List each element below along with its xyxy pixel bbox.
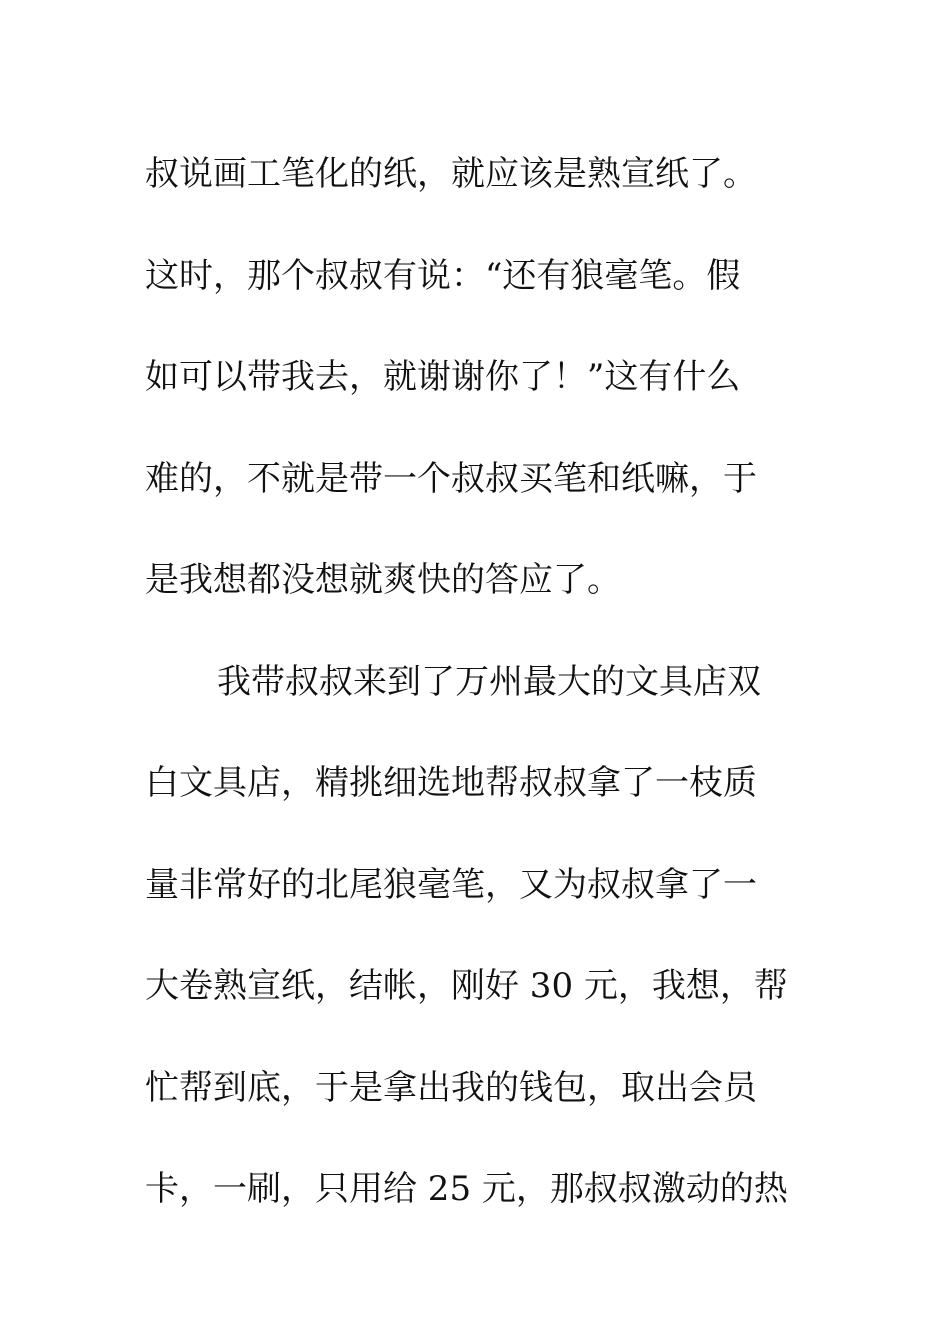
text-line-5: 是我想都没想就爽快的答应了。 bbox=[145, 560, 621, 600]
text-line-8: 量非常好的北尾狼毫笔，又为叔叔拿了一 bbox=[145, 864, 757, 905]
text-line-3: 如可以带我去，就谢谢你了！”这有什么 bbox=[145, 357, 741, 397]
text-line-9: 大卷熟宣纸，结帐，刚好 30 元，我想，帮 bbox=[145, 966, 788, 1006]
text-line-11: 卡，一刷，只用给 25 元，那叔叔激动的热 bbox=[145, 1169, 788, 1209]
text-line-6-paragraph-start: 我带叔叔来到了万州最大的文具店双 bbox=[217, 661, 761, 702]
text-line-7: 白文具店，精挑细选地帮叔叔拿了一枝质 bbox=[145, 763, 757, 803]
body-text bbox=[145, 124, 805, 1241]
text-line-2: 这时，那个叔叔有说：“还有狼毫笔。假 bbox=[145, 255, 741, 296]
text-line-10: 忙帮到底，于是拿出我的钱包，取出会员 bbox=[145, 1067, 757, 1108]
text-line-1: 叔说画工笔化的纸，就应该是熟宣纸了。 bbox=[145, 154, 757, 194]
text-line-4: 难的，不就是带一个叔叔买笔和纸嘛，于 bbox=[145, 458, 757, 499]
